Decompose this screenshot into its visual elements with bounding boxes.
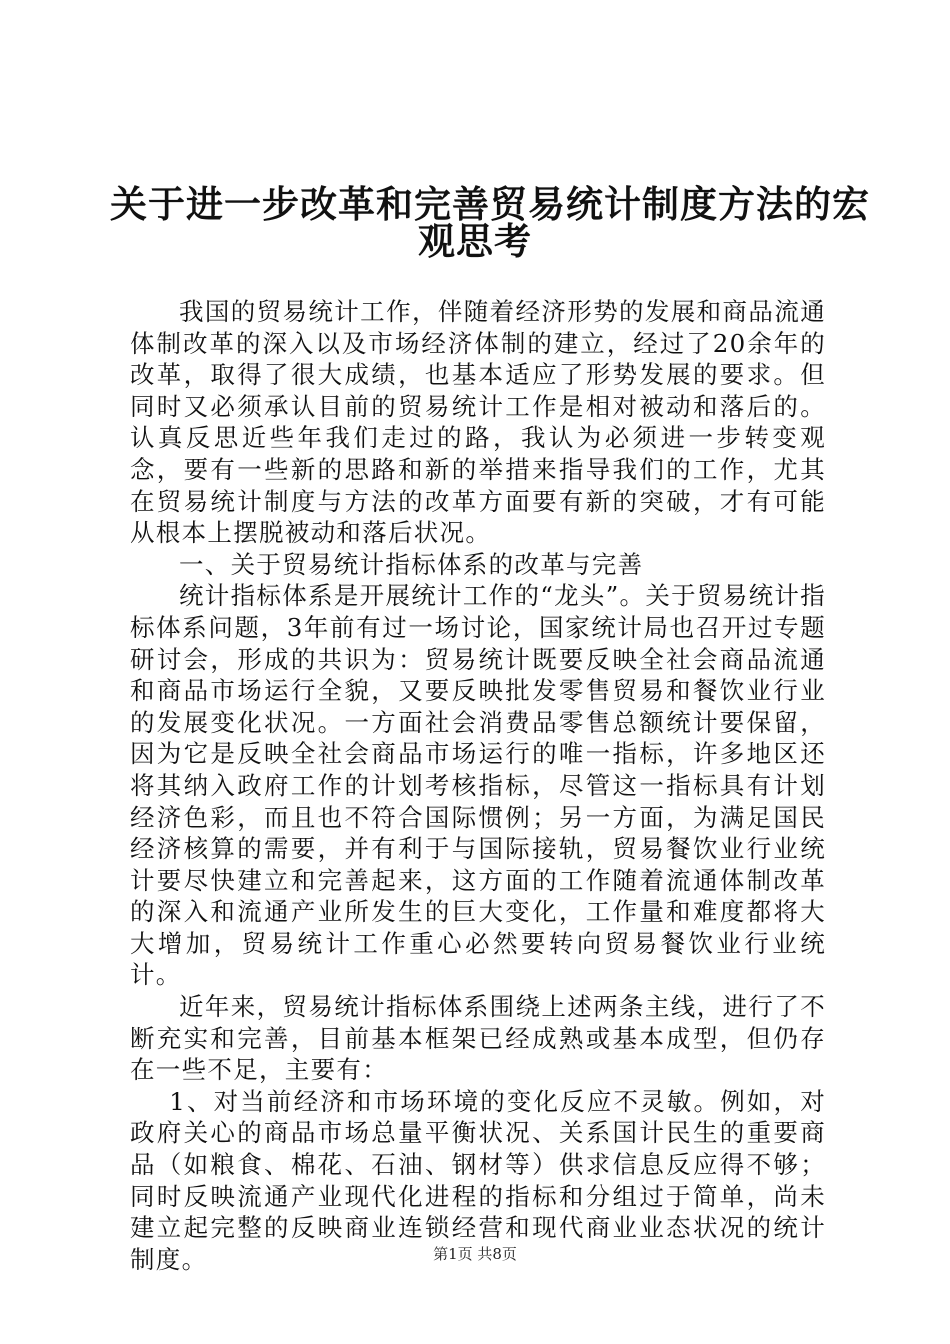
paragraph-indicator-system: 统计指标体系是开展统计工作的“龙头”。关于贸易统计指标体系问题，3年前有过一场讨论，国家统计局也召开过专题研讨会，形成的共识为：贸易统计既要反映全社会商品流通和商品市场运行全貌，又要反映批发零售贸易和餐饮业行业的发展变化状况。一方面社会消费品零售总额统计要保留，因为它是反映全社会商品市场运行的唯一指标，许多地区还将其纳入政府工作的计划考核指标，尽管这一指标具有计划经济色彩，而且也不符合国际惯例；另一方面，为满足国民经济核算的需要，并有利于与国际接轨，贸易餐饮业行业统计要尽快建立和完善起来，这方面的工作随着流通体制改革的深入和流通产业所发生的巨大变化，工作量和难度都将大大增加，贸易统计工作重心必然要转向贸易餐饮业行业统计。 xyxy=(130,581,826,990)
paragraph-recent-years: 近年来，贸易统计指标体系围绕上述两条主线，进行了不断充实和完善，目前基本框架已经成熟或基本成型，但仍存在一些不足，主要有： xyxy=(130,992,826,1085)
page-footer: 第1页 共8页 xyxy=(433,1245,517,1263)
paragraph-intro: 我国的贸易统计工作，伴随着经济形势的发展和商品流通体制改革的深入以及市场经济体制的建立，经过了20余年的改革，取得了很大成绩，也基本适应了形势发展的要求。但同时又必须承认目前的贸易统计工作是相对被动和落后的。认真反思近些年我们走过的路，我认为必须进一步转变观念，要有一些新的思路和新的举措来指导我们的工作，尤其在贸易统计制度与方法的改革方面要有新的突破，才有可能从根本上摆脱被动和落后状况。 xyxy=(130,297,826,548)
document-body xyxy=(130,296,826,1275)
document-title-continued: 观思考 xyxy=(418,220,532,263)
document-title: 关于进一步改革和完善贸易统计制度方法的宏 xyxy=(110,183,870,226)
list-item-1: 1、对当前经济和市场环境的变化反应不灵敏。例如，对政府关心的商品市场总量平衡状况、关系国计民生的重要商品（如粮食、棉花、石油、钢材等）供求信息反应得不够；同时反映流通产业现代化进程的指标和分组过于简单，尚未建立起完整的反映商业连锁经营和现代商业业态状况的统计制度。 xyxy=(130,1086,826,1274)
section-heading: 一、关于贸易统计指标体系的改革与完善 xyxy=(179,549,644,579)
